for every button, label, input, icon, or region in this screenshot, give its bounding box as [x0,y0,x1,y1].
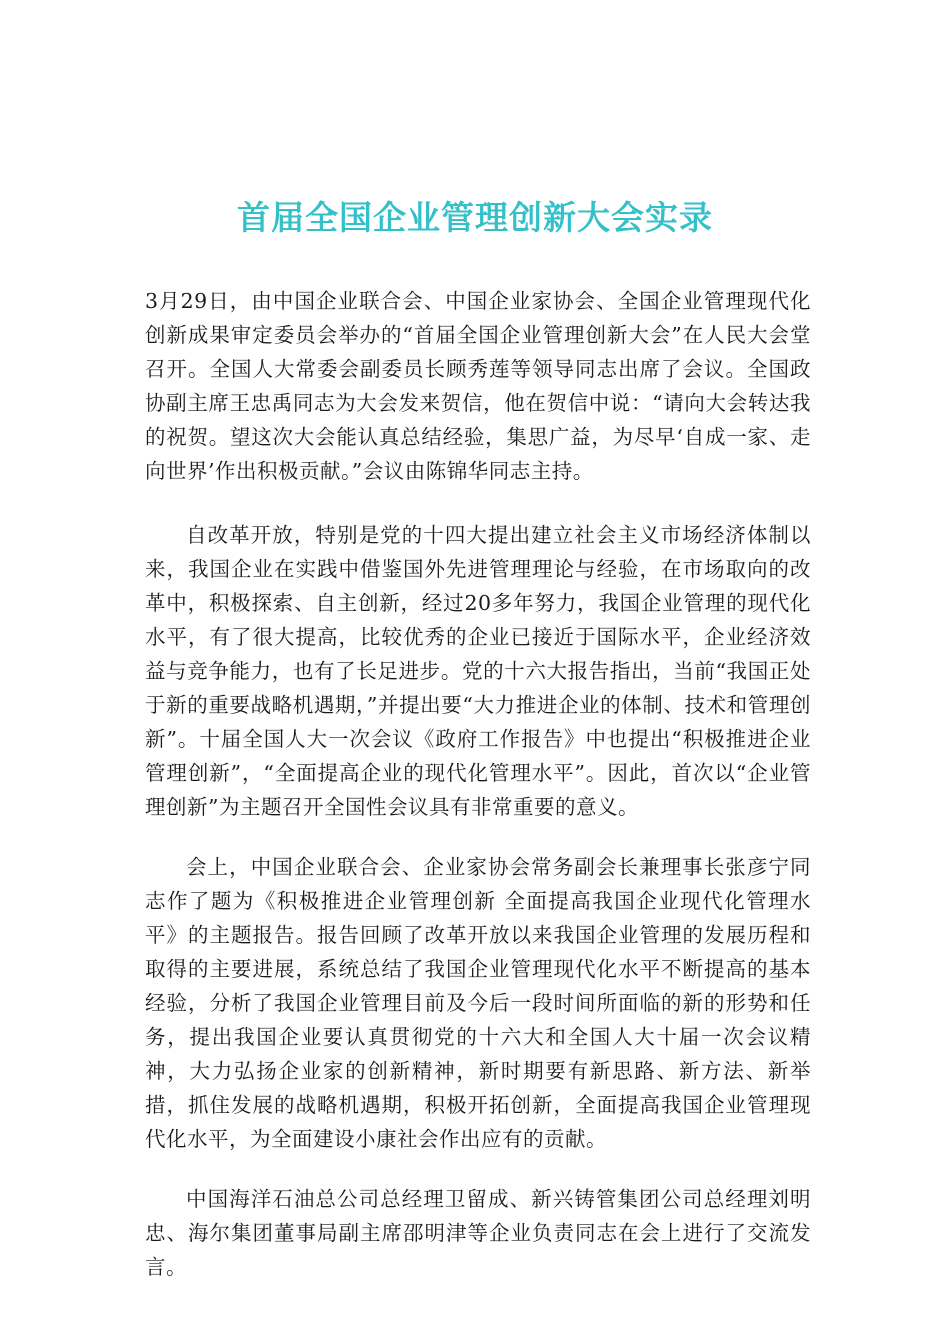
paragraph-2: 自改革开放，特别是党的十四大提出建立社会主义市场经济体制以来，我国企业在实践中借鉴国外先进管理理论与经验，在市场取向的改革中，积极探索、自主创新，经过20多年努力，我国企业管理的现代化水平，有了很大提高，比较优秀的企业已接近于国际水平，企业经济效益与竞争能力，也有了长足进步。党的十六大报告指出，当前“我国正处于新的重要战略机遇期，”并提出要“大力推进企业的体制、技术和管理创新”。十届全国人大一次会议《政府工作报告》中也提出“积极推进企业管理创新”，“全面提高企业的现代化管理水平”。因此，首次以“企业管理创新”为主题召开全国性会议具有非常重要的意义。 [145,523,811,819]
paragraph-3: 会上，中国企业联合会、企业家协会常务副会长兼理事长张彦宁同志作了题为《积极推进企业管理创新 全面提高我国企业现代化管理水平》的主题报告。报告回顾了改革开放以来我国企业管理的发展历程和取得的主要进展，系统总结了我国企业管理现代化水平不断提高的基本经验，分析了我国企业管理目前及今后一段时间所面临的新的形势和任务，提出我国企业要认真贯彻党的十六大和全国人大十届一次会议精神，大力弘扬企业家的创新精神，新时期要有新思路、新方法、新举措，抓住发展的战略机遇期，积极开拓创新，全面提高我国企业管理现代化水平，为全面建设小康社会作出应有的贡献。 [145,855,811,1151]
document-title: 首届全国企业管理创新大会实录 [237,198,713,237]
paragraph-4: 中国海洋石油总公司总经理卫留成、新兴铸管集团公司总经理刘明忠、海尔集团董事局副主席邵明津等企业负责同志在会上进行了交流发言。 [145,1187,811,1279]
paragraph-1: 3月29日，由中国企业联合会、中国企业家协会、全国企业管理现代化创新成果审定委员会举办的“首届全国企业管理创新大会”在人民大会堂召开。全国人大常委会副委员长顾秀莲等领导同志出席了会议。全国政协副主席王忠禹同志为大会发来贺信，他在贺信中说：“请向大会转达我的祝贺。望这次大会能认真总结经验，集思广益，为尽早‘自成一家、走向世界’作出积极贡献。”会议由陈锦华同志主持。 [145,289,811,483]
document-body [145,284,811,1310]
